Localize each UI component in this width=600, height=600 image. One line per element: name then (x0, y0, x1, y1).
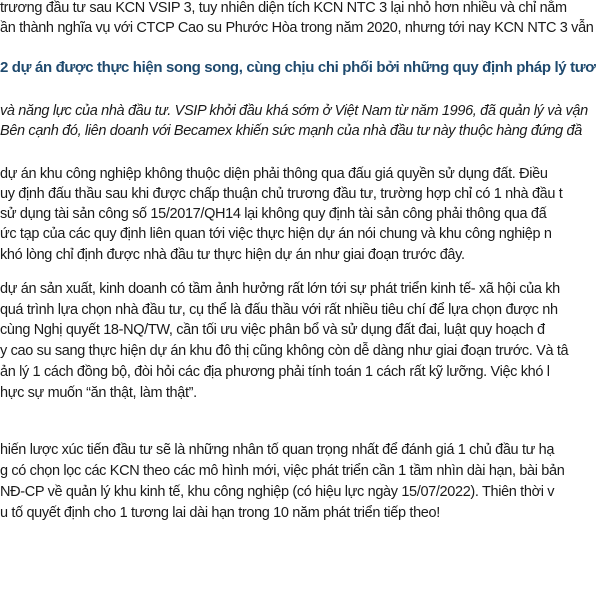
italic-paragraph-line: và năng lực của nhà đầu tư. VSIP khởi đầu khá sớm ở Việt Nam từ năm 1996, đã quản lý và vận (0, 103, 588, 119)
paragraph-line: trương đầu tư sau KCN VSIP 3, tuy nhiên diện tích KCN NTC 3 lại nhỏ hơn nhiều và chỉ nằm (0, 0, 567, 16)
paragraph-line: g có chọn lọc các KCN theo các mô hình mới, việc phát triển cần 1 tầm nhìn dài hạn, bài bản (0, 463, 565, 479)
paragraph-line: uy định đấu thầu sau khi được chấp thuận chủ trương đầu tư, trường hợp chỉ có 1 nhà đầu t (0, 186, 563, 202)
paragraph-line: ần thành nghĩa vụ với CTCP Cao su Phước Hòa trong năm 2020, nhưng tới nay KCN NTC 3 vẫn (0, 20, 594, 36)
paragraph-line: sử dụng tài sản công số 15/2017/QH14 lại không quy định tài sản công phải thông qua đấ (0, 206, 547, 222)
paragraph-line: dự án khu công nghiệp không thuộc diện phải thông qua đấu giá quyền sử dụng đất. Điều (0, 166, 548, 182)
paragraph-line: dự án sản xuất, kinh doanh có tầm ảnh hưởng rất lớn tới sự phát triển kinh tế- xã hội của kh (0, 281, 560, 297)
section-heading: 2 dự án được thực hiện song song, cùng chịu chi phối bởi những quy định pháp lý tươ (0, 59, 596, 76)
paragraph-line: NĐ-CP về quản lý khu kinh tế, khu công nghiệp (có hiệu lực ngày 15/07/2022). Thiên thời v (0, 484, 555, 500)
paragraph-line: y cao su sang thực hiện dự án khu đô thị cũng không còn dễ dàng như giai đoạn trước. Và tâ (0, 343, 569, 359)
paragraph-line: ức tạp của các quy định liên quan tới việc thực hiện dự án nói chung và khu công nghiệp n (0, 226, 552, 242)
paragraph-line: ản lý 1 cách đồng bộ, đòi hỏi các địa phương phải tính toán 1 cách rất kỹ lưỡng. Việc khó l (0, 364, 550, 380)
paragraph-line: khó lòng chỉ định được nhà đầu tư thực hiện dự án như giai đoạn trước đây. (0, 247, 465, 263)
italic-paragraph-line: Bên cạnh đó, liên doanh với Becamex khiến sức mạnh của nhà đầu tư này thuộc hàng đứng đầ (0, 123, 582, 139)
paragraph-line: quá trình lựa chọn nhà đầu tư, cụ thể là đấu thầu với rất nhiều tiêu chí để lựa chọn được nh (0, 302, 558, 318)
paragraph-line: cùng Nghị quyết 18-NQ/TW, cần tối ưu việc phân bổ và sử dụng đất đai, luật quy hoạch đ (0, 322, 545, 338)
paragraph-line: hiến lược xúc tiến đầu tư sẽ là những nhân tố quan trọng nhất để đánh giá 1 chủ đầu tư hạ (0, 442, 555, 458)
paragraph-line: hực sự muốn “ăn thật, làm thật”. (0, 385, 197, 401)
paragraph-line: u tố quyết định cho 1 tương lai dài hạn trong 10 năm phát triển tiếp theo! (0, 505, 440, 521)
